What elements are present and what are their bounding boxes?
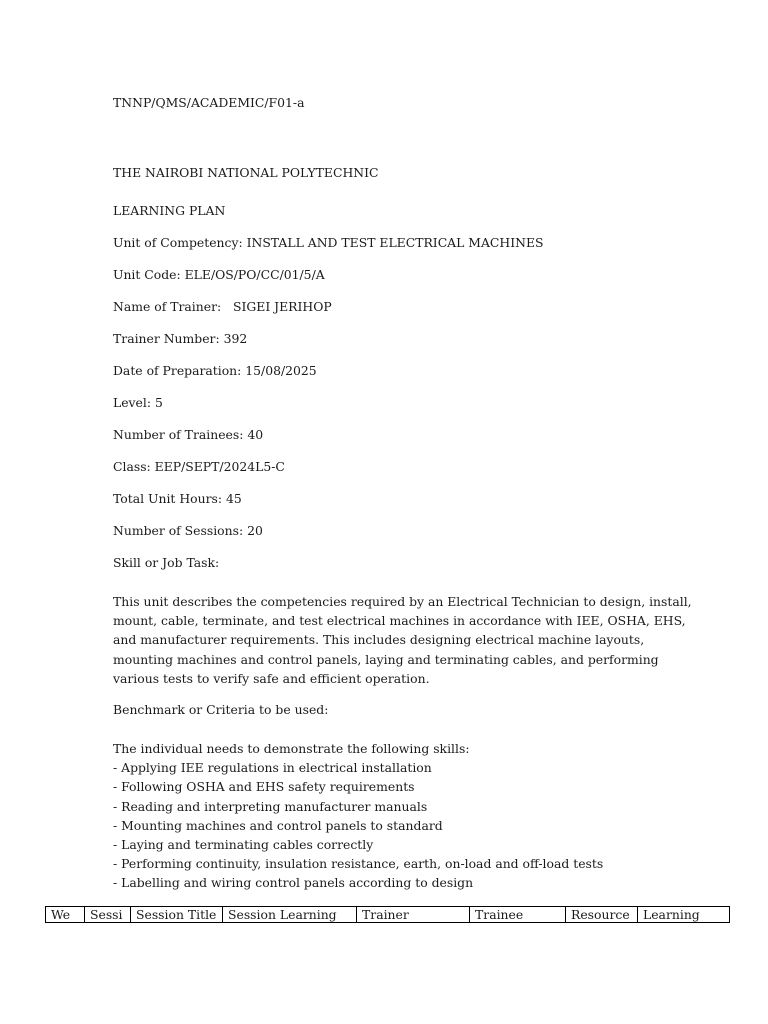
description-line: This unit describes the competencies required by an Electrical Technician to design, install, xyxy=(113,594,692,609)
description-line: mounting machines and control panels, laying and terminating cables, and performing xyxy=(113,651,659,667)
unit-of-competency: Unit of Competency: INSTALL AND TEST ELECTRICAL MACHINES xyxy=(113,235,544,250)
date-of-preparation: Date of Preparation: 15/08/2025 xyxy=(113,363,317,378)
unit-code: Unit Code: ELE/OS/PO/CC/01/5/A xyxy=(113,267,325,282)
header-session-title: Session Title xyxy=(131,907,223,923)
table-header-row xyxy=(46,907,730,923)
header-learning: Learning xyxy=(638,907,730,923)
document-title: LEARNING PLAN xyxy=(113,203,226,218)
description-line: mount, cable, terminate, and test electrical machines in accordance with IEE, OSHA, EHS, xyxy=(113,613,686,629)
header-resource: Resource xyxy=(566,907,638,923)
skill-item: - Mounting machines and control panels to standard xyxy=(113,817,443,833)
skills-intro: The individual needs to demonstrate the following skills: xyxy=(113,741,470,756)
skill-heading: Skill or Job Task: xyxy=(113,555,220,570)
skill-item: - Following OSHA and EHS safety requirements xyxy=(113,779,415,795)
header-session: Sessi xyxy=(85,907,131,923)
skill-item: - Applying IEE regulations in electrical installation xyxy=(113,760,432,776)
description-line: various tests to verify safe and efficient operation. xyxy=(113,670,430,686)
document-code: TNNP/QMS/ACADEMIC/F01-a xyxy=(113,95,305,110)
trainer-name: Name of Trainer: SIGEI JERIHOP xyxy=(113,299,332,314)
skill-item: - Reading and interpreting manufacturer manuals xyxy=(113,798,428,814)
header-week: We xyxy=(46,907,85,923)
skill-item: - Performing continuity, insulation resistance, earth, on-load and off-load tests xyxy=(113,856,604,872)
trainer-number: Trainer Number: 392 xyxy=(113,331,248,346)
class: Class: EEP/SEPT/2024L5-C xyxy=(113,459,285,474)
skills-list xyxy=(113,739,673,893)
session-schedule-table xyxy=(45,906,730,923)
skill-item: - Laying and terminating cables correctly xyxy=(113,837,374,853)
skill-item: - Labelling and wiring control panels according to design xyxy=(113,875,474,891)
benchmark-heading: Benchmark or Criteria to be used: xyxy=(113,702,329,717)
header-trainer: Trainer xyxy=(357,907,470,923)
level: Level: 5 xyxy=(113,395,163,410)
description-line: and manufacturer requirements. This includes designing electrical machine layouts, xyxy=(113,632,645,648)
number-of-trainees: Number of Trainees: 40 xyxy=(113,427,264,442)
header-session-learning: Session Learning xyxy=(223,907,357,923)
total-unit-hours: Total Unit Hours: 45 xyxy=(113,491,242,506)
institution-name: THE NAIROBI NATIONAL POLYTECHNIC xyxy=(113,165,379,180)
unit-description xyxy=(113,592,692,688)
number-of-sessions: Number of Sessions: 20 xyxy=(113,523,263,538)
header-trainee: Trainee xyxy=(470,907,566,923)
